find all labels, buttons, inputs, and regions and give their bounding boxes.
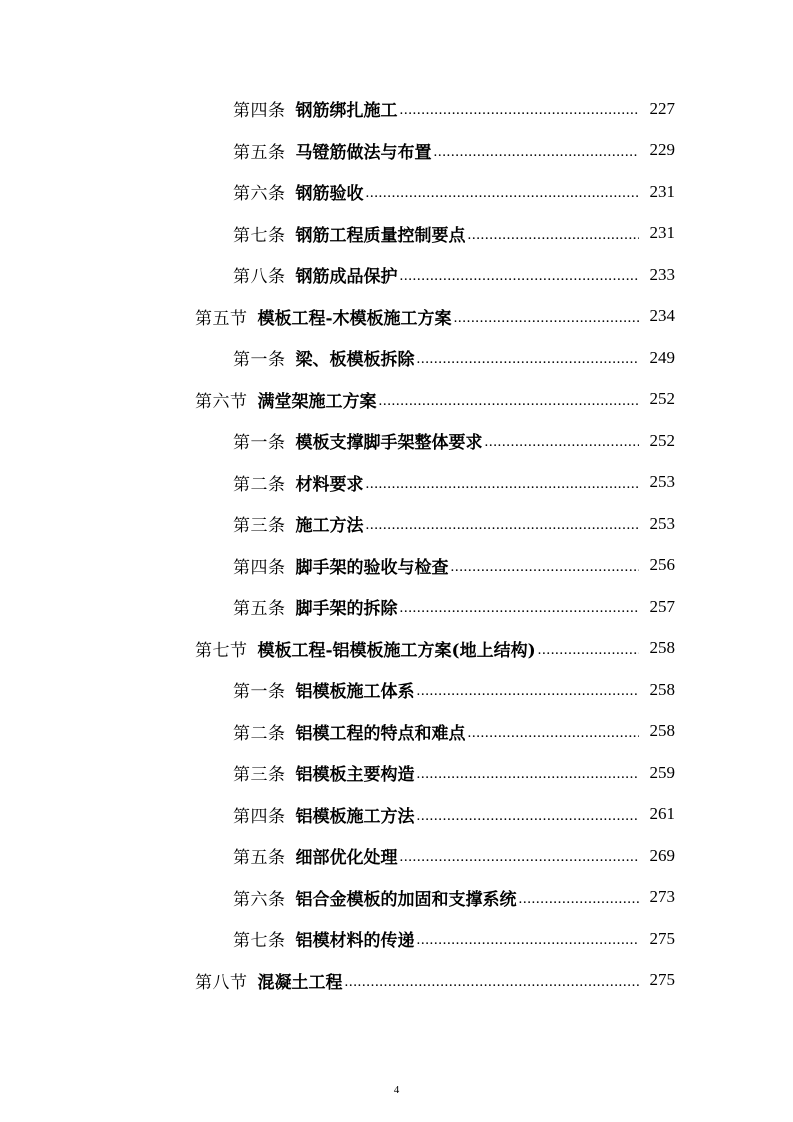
toc-entry-title: 细部优化处理 — [295, 848, 398, 869]
toc-dot-leader — [366, 185, 640, 202]
toc-entry-title: 脚手架的拆除 — [295, 599, 398, 620]
toc-entry-number: 第四条 — [233, 806, 286, 827]
toc-entry-number: 第五条 — [233, 848, 286, 869]
toc-article-entry[interactable] — [0, 918, 793, 960]
toc-entry-page: 252 — [649, 389, 675, 409]
toc-dot-leader — [417, 351, 640, 368]
toc-article-entry[interactable] — [0, 88, 793, 130]
toc-entry-page: 253 — [649, 513, 675, 533]
toc-article-entry[interactable] — [0, 711, 793, 753]
toc-entry-title: 铝模工程的特点和难点 — [295, 723, 466, 744]
toc-article-entry[interactable] — [0, 877, 793, 919]
toc-entry-title: 模板工程-木模板施工方案 — [257, 308, 452, 329]
toc-dot-leader — [417, 932, 640, 949]
toc-dot-leader — [400, 849, 640, 866]
toc-dot-leader — [468, 227, 640, 244]
toc-article-entry[interactable] — [0, 420, 793, 462]
toc-entry-title: 钢筋成品保护 — [295, 267, 398, 288]
toc-article-entry[interactable] — [0, 171, 793, 213]
toc-entry-number: 第三条 — [233, 516, 286, 537]
toc-entry-number: 第六条 — [233, 889, 286, 910]
toc-entry-title: 钢筋工程质量控制要点 — [295, 225, 466, 246]
toc-entry-title: 脚手架的验收与检查 — [295, 557, 449, 578]
toc-dot-leader — [366, 476, 640, 493]
toc-entry-page: 258 — [649, 638, 675, 658]
toc-entry-page: 249 — [649, 347, 675, 367]
page-number: 4 — [393, 1084, 400, 1096]
toc-entry-title: 铝合金模板的加固和支撑系统 — [295, 889, 517, 910]
toc-article-entry[interactable] — [0, 337, 793, 379]
toc-entry-page: 258 — [649, 721, 675, 741]
toc-entry-title: 材料要求 — [295, 474, 364, 495]
toc-entry-number: 第二条 — [233, 723, 286, 744]
toc-entry-title: 马镫筋做法与布置 — [295, 142, 432, 163]
table-of-contents — [0, 88, 793, 1001]
toc-dot-leader — [417, 808, 640, 825]
toc-entry-page: 231 — [649, 223, 675, 243]
toc-article-entry[interactable] — [0, 503, 793, 545]
toc-entry-number: 第五条 — [233, 599, 286, 620]
toc-dot-leader — [538, 642, 639, 659]
toc-entry-number: 第七节 — [195, 640, 248, 661]
toc-section-entry[interactable] — [0, 628, 793, 670]
toc-entry-page: 261 — [649, 804, 675, 824]
toc-dot-leader — [434, 144, 640, 161]
toc-entry-number: 第五节 — [195, 308, 248, 329]
toc-entry-page: 229 — [649, 140, 675, 160]
toc-entry-title: 钢筋绑扎施工 — [295, 101, 398, 122]
toc-article-entry[interactable] — [0, 130, 793, 172]
toc-entry-title: 铝模板施工体系 — [295, 682, 415, 703]
toc-entry-page: 233 — [649, 264, 675, 284]
toc-dot-leader — [519, 891, 640, 908]
toc-entry-title: 铝模板主要构造 — [295, 765, 415, 786]
toc-entry-page: 252 — [649, 430, 675, 450]
toc-entry-number: 第八节 — [195, 972, 248, 993]
toc-entry-page: 227 — [649, 98, 675, 118]
toc-dot-leader — [366, 517, 640, 534]
toc-entry-page: 231 — [649, 181, 675, 201]
toc-entry-number: 第一条 — [233, 433, 286, 454]
toc-entry-page: 259 — [649, 762, 675, 782]
toc-entry-page: 258 — [649, 679, 675, 699]
toc-entry-number: 第七条 — [233, 931, 286, 952]
toc-dot-leader — [451, 559, 640, 576]
toc-entry-title: 模板支撑脚手架整体要求 — [295, 433, 483, 454]
toc-entry-number: 第七条 — [233, 225, 286, 246]
toc-dot-leader — [400, 268, 640, 285]
toc-entry-page: 257 — [649, 596, 675, 616]
toc-entry-title: 梁、板模板拆除 — [295, 350, 415, 371]
toc-entry-number: 第八条 — [233, 267, 286, 288]
toc-entry-title: 施工方法 — [295, 516, 364, 537]
toc-dot-leader — [400, 102, 640, 119]
toc-entry-page: 234 — [649, 306, 675, 326]
toc-article-entry[interactable] — [0, 586, 793, 628]
toc-dot-leader — [454, 310, 639, 327]
toc-dot-leader — [345, 974, 640, 991]
toc-dot-leader — [417, 683, 640, 700]
toc-entry-title: 钢筋验收 — [295, 184, 364, 205]
toc-article-entry[interactable] — [0, 669, 793, 711]
toc-entry-title: 混凝土工程 — [257, 972, 343, 993]
toc-article-entry[interactable] — [0, 794, 793, 836]
toc-dot-leader — [417, 766, 640, 783]
toc-entry-number: 第一条 — [233, 682, 286, 703]
toc-dot-leader — [400, 600, 640, 617]
toc-article-entry[interactable] — [0, 213, 793, 255]
toc-entry-number: 第五条 — [233, 142, 286, 163]
toc-section-entry[interactable] — [0, 960, 793, 1002]
toc-article-entry[interactable] — [0, 462, 793, 504]
toc-entry-title: 模板工程-铝模板施工方案(地上结构) — [257, 640, 536, 661]
toc-entry-number: 第六节 — [195, 391, 248, 412]
toc-entry-title: 满堂架施工方案 — [257, 391, 377, 412]
toc-entry-title: 铝模板施工方法 — [295, 806, 415, 827]
toc-dot-leader — [379, 393, 640, 410]
toc-entry-page: 275 — [649, 970, 675, 990]
toc-entry-page: 273 — [649, 887, 675, 907]
toc-dot-leader — [485, 434, 640, 451]
toc-entry-page: 275 — [649, 928, 675, 948]
toc-entry-number: 第三条 — [233, 765, 286, 786]
toc-entry-number: 第二条 — [233, 474, 286, 495]
toc-entry-title: 铝模材料的传递 — [295, 931, 415, 952]
toc-entry-page: 256 — [649, 555, 675, 575]
toc-entry-page: 253 — [649, 472, 675, 492]
toc-section-entry[interactable] — [0, 379, 793, 421]
toc-entry-number: 第一条 — [233, 350, 286, 371]
toc-entry-page: 269 — [649, 845, 675, 865]
toc-dot-leader — [468, 725, 640, 742]
toc-article-entry[interactable] — [0, 752, 793, 794]
toc-entry-number: 第四条 — [233, 101, 286, 122]
toc-section-entry[interactable] — [0, 296, 793, 338]
toc-article-entry[interactable] — [0, 835, 793, 877]
toc-entry-number: 第六条 — [233, 184, 286, 205]
toc-entry-number: 第四条 — [233, 557, 286, 578]
toc-article-entry[interactable] — [0, 545, 793, 587]
toc-article-entry[interactable] — [0, 254, 793, 296]
